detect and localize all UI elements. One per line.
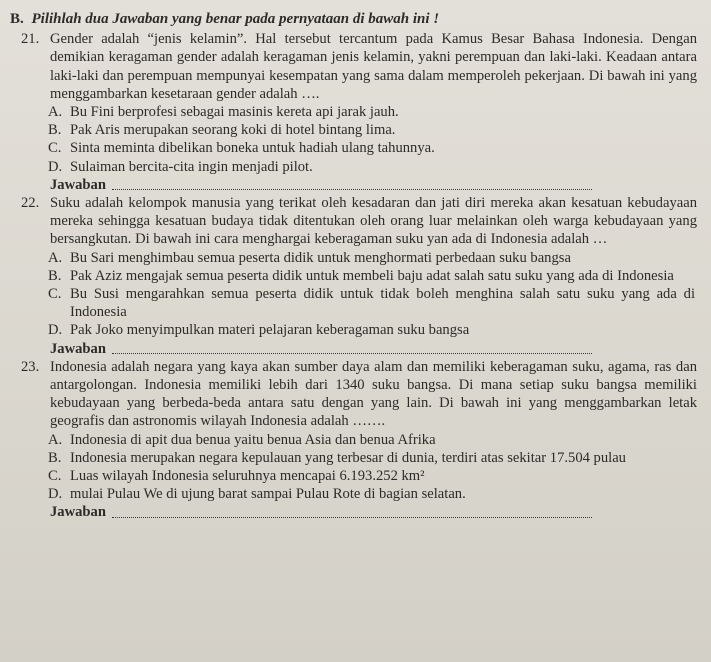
question-21 xyxy=(10,30,703,194)
option-letter: C. xyxy=(48,468,62,485)
option-a[interactable] xyxy=(48,431,703,449)
option-d[interactable] xyxy=(48,485,703,503)
option-text: mulai Pulau We di ujung barat sampai Pulau Rote di bagian selatan. xyxy=(70,486,466,503)
option-text: Pak Joko menyimpulkan materi pelajaran keberagaman suku bangsa xyxy=(70,322,470,339)
question-stem: Suku adalah kelompok manusia yang terikat oleh kesadaran dan jati diri mereka akan kesatuan kebudayaan mereka sehingga kesatuan budaya tidak ditentukan oleh orang luar melainkan oleh warga kebudayaan yang bersangkutan. Di bawah ini cara menghargai keberagaman suku yan ada di Indonesia adalah … xyxy=(50,195,697,248)
options-list xyxy=(48,431,703,504)
option-letter: D. xyxy=(48,322,63,339)
answer-row xyxy=(50,340,703,358)
answer-line[interactable] xyxy=(112,189,592,190)
option-letter: C. xyxy=(48,286,62,303)
option-letter: A. xyxy=(48,104,63,121)
option-text: Bu Susi mengarahkan semua peserta didik untuk tidak boleh menghina salah satu suku yang ada di Indonesia xyxy=(70,286,695,321)
option-letter: D. xyxy=(48,486,63,503)
option-letter: A. xyxy=(48,431,63,448)
option-b[interactable] xyxy=(48,449,703,467)
question-22 xyxy=(10,194,703,358)
option-c[interactable] xyxy=(48,467,703,485)
section-heading xyxy=(10,10,703,28)
option-text: Pak Aris merupakan seorang koki di hotel bintang lima. xyxy=(70,122,396,139)
question-stem: Gender adalah “jenis kelamin”. Hal tersebut tercantum pada Kamus Besar Bahasa Indonesia. Dengan demikian keragaman gender adalah keragaman jenis kelamin, yakni perempuan dan laki-laki. Keadaan antara laki-laki dan perempuan mempunyai kesempatan yang sama dalam memperoleh pekerjaan. Di bawah ini yang menggambarkan kesetaraan gender adalah …. xyxy=(50,31,697,102)
option-text: Pak Aziz mengajak semua peserta didik untuk membeli baju adat salah satu suku yang ada di Indonesia xyxy=(70,267,674,284)
section-label: B. xyxy=(10,11,24,27)
answer-label: Jawaban xyxy=(50,340,106,357)
option-a[interactable] xyxy=(48,103,703,121)
answer-label: Jawaban xyxy=(50,504,106,521)
section-instruction: Pilihlah dua Jawaban yang benar pada pernyataan di bawah ini ! xyxy=(31,11,440,27)
option-letter: B. xyxy=(48,449,62,466)
option-c[interactable] xyxy=(48,285,703,321)
option-letter: B. xyxy=(48,267,62,284)
option-letter: C. xyxy=(48,140,62,157)
options-list xyxy=(48,103,703,176)
question-23 xyxy=(10,358,703,522)
option-text: Bu Fini berprofesi sebagai masinis kereta api jarak jauh. xyxy=(70,104,399,121)
option-text: Sulaiman bercita-cita ingin menjadi pilot. xyxy=(70,158,313,175)
option-a[interactable] xyxy=(48,249,703,267)
option-d[interactable] xyxy=(48,158,703,176)
question-number: 22. xyxy=(21,195,40,212)
answer-row xyxy=(50,176,703,194)
option-d[interactable] xyxy=(48,321,703,339)
question-number: 21. xyxy=(21,31,40,48)
option-b[interactable] xyxy=(48,267,703,285)
answer-line[interactable] xyxy=(112,353,592,354)
options-list xyxy=(48,249,703,340)
option-text: Indonesia merupakan negara kepulauan yang terbesar di dunia, terdiri atas sekitar 17.504 pulau xyxy=(70,449,626,466)
answer-row xyxy=(50,503,703,521)
option-letter: B. xyxy=(48,122,62,139)
option-text: Luas wilayah Indonesia seluruhnya mencapai 6.193.252 km² xyxy=(70,468,425,485)
option-b[interactable] xyxy=(48,121,703,139)
option-letter: A. xyxy=(48,249,63,266)
option-letter: D. xyxy=(48,158,63,175)
option-text: Sinta meminta dibelikan boneka untuk hadiah ulang tahunnya. xyxy=(70,140,435,157)
option-text: Bu Sari menghimbau semua peserta didik untuk menghormati perbedaan suku bangsa xyxy=(70,249,571,266)
answer-line[interactable] xyxy=(112,517,592,518)
question-stem: Indonesia adalah negara yang kaya akan sumber daya alam dan memiliki keberagaman suku, agama, ras dan antargolongan. Indonesia memiliki lebih dari 1340 suku bangsa. Di mana setiap suku bangsa memiliki kebudayaan yang berbeda-beda antara satu dengan yang lain. Di bawah ini yang menggambarkan letak geografis dan astronomis wilayah Indonesia adalah ……. xyxy=(50,358,697,430)
answer-label: Jawaban xyxy=(50,176,106,193)
option-c[interactable] xyxy=(48,139,703,157)
question-number: 23. xyxy=(21,358,40,375)
option-text: Indonesia di apit dua benua yaitu benua Asia dan benua Afrika xyxy=(70,431,436,448)
